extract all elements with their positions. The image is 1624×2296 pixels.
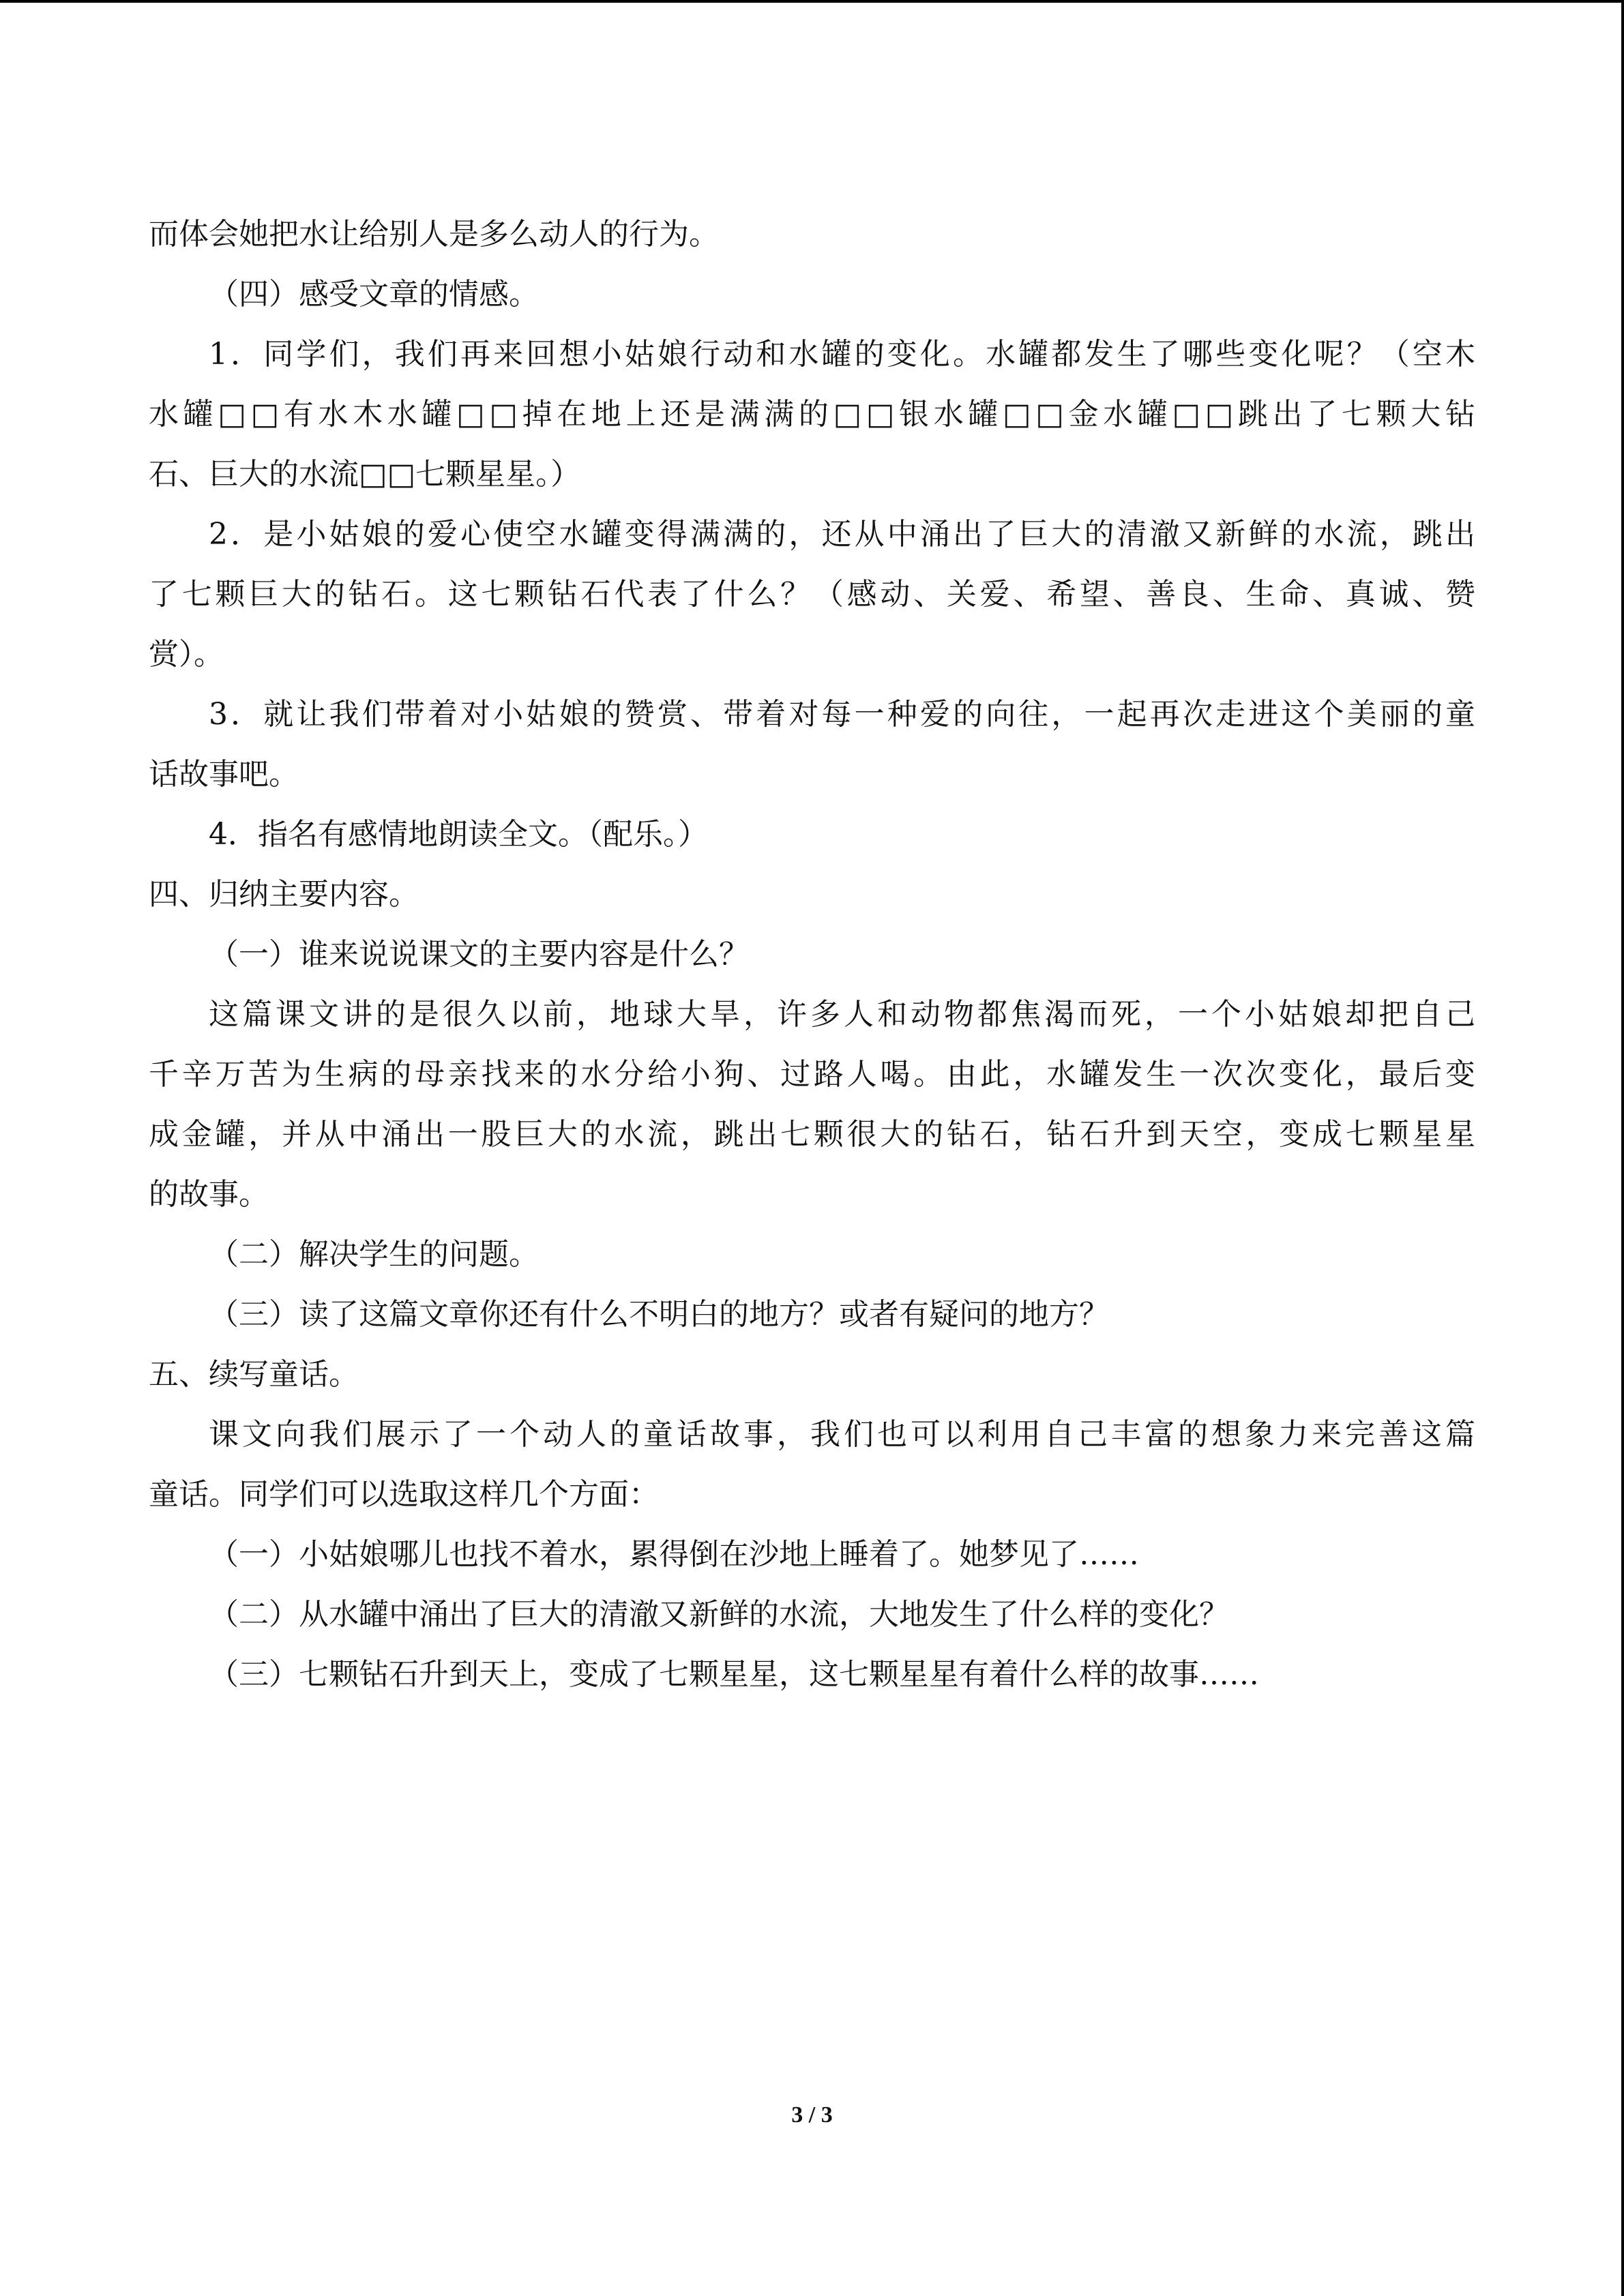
subsection-heading: （三）读了这篇文章你还有什么不明白的地方？或者有疑问的地方？ <box>209 1297 1109 1332</box>
paragraph-line: 1．同学们，我们再来回想小姑娘行动和水罐的变化。水罐都发生了哪些变化呢？（空木 <box>209 337 1475 372</box>
page-number: 3 / 3 <box>791 2102 833 2128</box>
paragraph-line: 而体会她把水让给别人是多么动人的行为。 <box>149 217 719 252</box>
paragraph-line: 石、巨大的水流□□七颗星星。） <box>149 457 581 492</box>
subsection-heading: （一）谁来说说课文的主要内容是什么？ <box>209 937 749 972</box>
page-right-border <box>1621 0 1624 2296</box>
paragraph-line: 水罐□□有水木水罐□□掉在地上还是满满的□□银水罐□□金水罐□□跳出了七颗大钻 <box>149 397 1475 432</box>
paragraph-line: 4．指名有感情地朗读全文。（配乐。） <box>209 817 708 852</box>
list-item: （二）从水罐中涌出了巨大的清澈又新鲜的水流，大地发生了什么样的变化？ <box>209 1597 1229 1632</box>
section-heading: 五、续写童话。 <box>149 1357 359 1392</box>
paragraph-line: 课文向我们展示了一个动人的童话故事，我们也可以利用自己丰富的想象力来完善这篇 <box>209 1417 1475 1452</box>
list-item: （一）小姑娘哪儿也找不着水，累得倒在沙地上睡着了。她梦见了…… <box>209 1537 1139 1572</box>
section-heading: 四、归纳主要内容。 <box>149 877 419 912</box>
list-item: （三）七颗钻石升到天上，变成了七颗星星，这七颗星星有着什么样的故事…… <box>209 1657 1259 1692</box>
page-top-border <box>0 0 1624 3</box>
paragraph-line: 千辛万苦为生病的母亲找来的水分给小狗、过路人喝。由此，水罐发生一次次变化，最后变 <box>149 1057 1475 1092</box>
paragraph-line: 这篇课文讲的是很久以前，地球大旱，许多人和动物都焦渴而死，一个小姑娘却把自己 <box>209 997 1475 1032</box>
paragraph-line: 话故事吧。 <box>149 757 299 792</box>
subsection-heading: （二）解决学生的问题。 <box>209 1237 539 1272</box>
paragraph-line: 赏）。 <box>149 637 224 672</box>
paragraph-line: 童话。同学们可以选取这样几个方面： <box>149 1477 659 1512</box>
section-heading: （四）感受文章的情感。 <box>209 277 539 312</box>
paragraph-line: 2．是小姑娘的爱心使空水罐变得满满的，还从中涌出了巨大的清澈又新鲜的水流，跳出 <box>209 517 1475 552</box>
paragraph-line: 成金罐，并从中涌出一股巨大的水流，跳出七颗很大的钻石，钻石升到天空，变成七颗星星 <box>149 1117 1475 1152</box>
paragraph-line: 3．就让我们带着对小姑娘的赞赏、带着对每一种爱的向往，一起再次走进这个美丽的童 <box>209 697 1475 732</box>
paragraph-line: 的故事。 <box>149 1177 269 1212</box>
document-body <box>149 205 1475 1705</box>
paragraph-line: 了七颗巨大的钻石。这七颗钻石代表了什么？（感动、关爱、希望、善良、生命、真诚、赞 <box>149 577 1475 612</box>
